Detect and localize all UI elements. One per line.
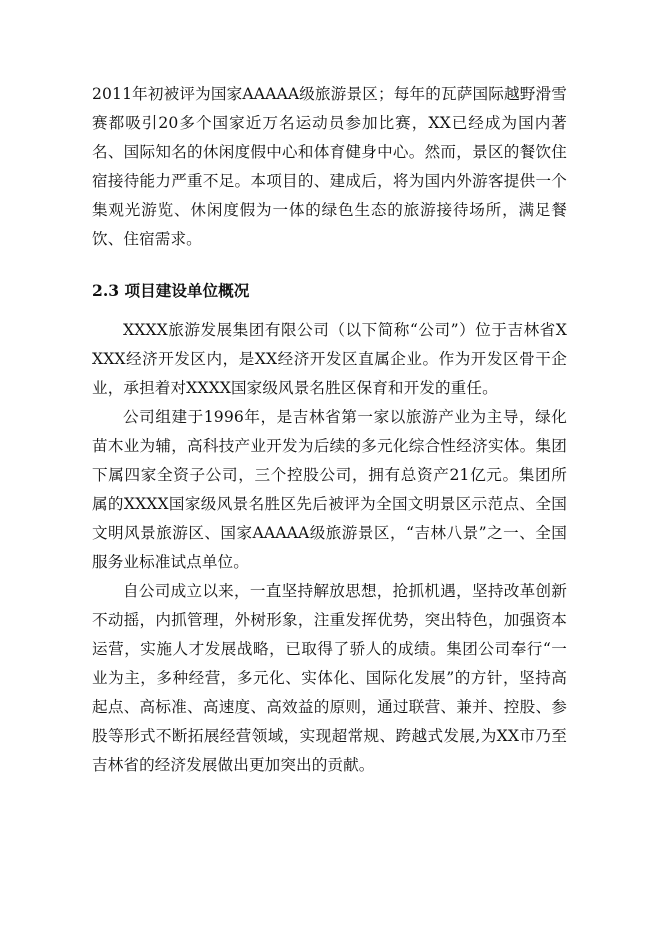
document-body (92, 80, 567, 780)
company-achievements-paragraph: 自公司成立以来，一直坚持解放思想，抢抓机遇，坚持改革创新不动摇，内抓管理，外树形象，注重发挥优势，突出特色，加强资本运营，实施人才发展战略，已取得了骄人的成绩。集团公司奉行“一业为主，多种经营，多元化、实体化、国际化发展”的方针，坚持高起点、高标准、高速度、高效益的原则，通过联营、兼并、控股、参股等形式不断拓展经营领域，实现超常规、跨越式发展,为XX市乃至吉林省的经济发展做出更加突出的贡献。 (92, 582, 567, 774)
company-location-paragraph: XXXX旅游发展集团有限公司（以下简称“公司”）位于吉林省XXXX经济开发区内，是XX经济开发区直属企业。作为开发区骨干企业，承担着对XXXX国家级风景名胜区保育和开发的重任。 (92, 321, 567, 397)
intro-paragraph: 2011年初被评为国家AAAAA级旅游景区；每年的瓦萨国际越野滑雪赛都吸引20多个国家近万名运动员参加比赛，XX已经成为国内著名、国际知名的休闲度假中心和体育健身中心。然而，景区的餐饮住宿接待能力严重不足。本项目的、建成后，将为国内外游客提供一个集观光游览、休闲度假为一体的绿色生态的旅游接待场所，满足餐饮、住宿需求。 (92, 85, 567, 248)
company-history-paragraph: 公司组建于1996年，是吉林省第一家以旅游产业为主导，绿化苗木业为辅，高科技产业开发为后续的多元化综合性经济实体。集团下属四家全资子公司，三个控股公司，拥有总资产21亿元。集团所属的XXXX国家级风景名胜区先后被评为全国文明景区示范点、全国文明风景旅游区、国家AAAAA级旅游景区，“吉林八景”之一、全国服务业标准试点单位。 (92, 408, 567, 571)
section-heading: 2.3 项目建设单位概况 (92, 281, 250, 300)
